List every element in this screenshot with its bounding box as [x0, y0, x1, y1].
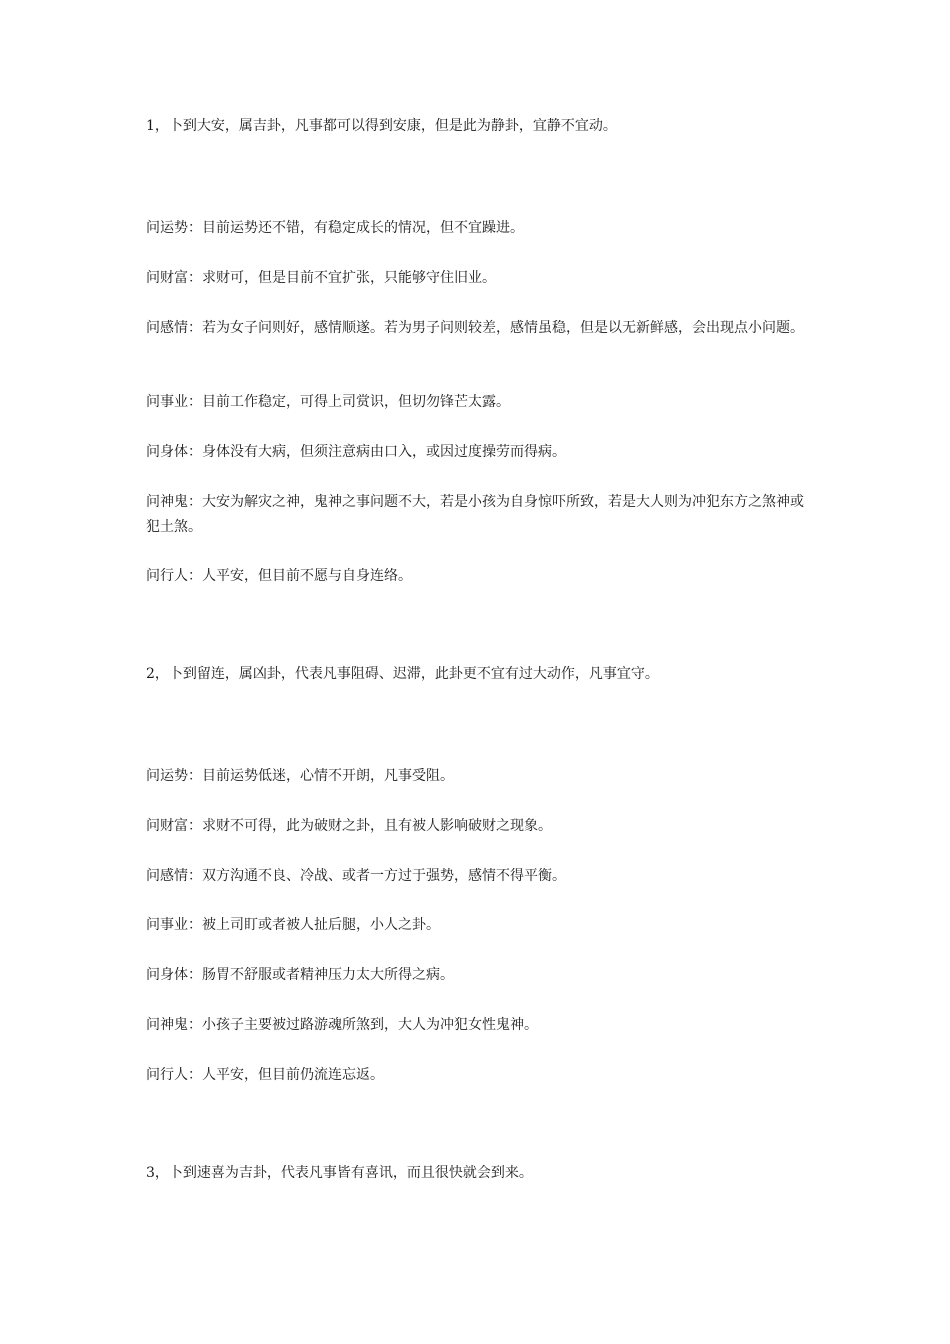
section-1-item-wealth: 问财富：求财可，但是目前不宜扩张，只能够守住旧业。 [146, 270, 496, 286]
section-2-item-traveler: 问行人：人平安，但目前仍流连忘返。 [146, 1067, 384, 1083]
section-1-item-traveler: 问行人：人平安，但目前不愿与自身连络。 [146, 568, 412, 584]
section-2-item-spirits: 问神鬼：小孩子主要被过路游魂所煞到，大人为冲犯女性鬼神。 [146, 1017, 538, 1033]
section-2-item-fortune: 问运势：目前运势低迷，心情不开朗，凡事受阻。 [146, 768, 454, 784]
section-2-item-wealth: 问财富：求财不可得，此为破财之卦，且有被人影响破财之现象。 [146, 818, 552, 834]
section-2-item-health: 问身体：肠胃不舒服或者精神压力太大所得之病。 [146, 967, 454, 983]
section-2-item-love: 问感情：双方沟通不良、冷战、或者一方过于强势，感情不得平衡。 [146, 868, 566, 884]
section-1-item-health: 问身体：身体没有大病，但须注意病由口入，或因过度操劳而得病。 [146, 444, 566, 460]
section-1-item-love: 问感情：若为女子问则好，感情顺遂。若为男子问则较差，感情虽稳，但是以无新鲜感，会出现点小问题。 [146, 320, 804, 336]
section-1-heading: 1，卜到大安，属吉卦，凡事都可以得到安康，但是此为静卦，宜静不宜动。 [146, 118, 617, 134]
section-2-heading: 2，卜到留连，属凶卦，代表凡事阻碍、迟滞，此卦更不宜有过大动作，凡事宜守。 [146, 666, 659, 682]
section-2-item-career: 问事业：被上司盯或者被人扯后腿，小人之卦。 [146, 917, 440, 933]
section-1-item-career: 问事业：目前工作稳定，可得上司赏识，但切勿锋芒太露。 [146, 394, 510, 410]
section-1-item-spirits: 问神鬼：大安为解灾之神，鬼神之事问题不大，若是小孩为自身惊吓所致，若是大人则为冲犯东方之煞神或犯土煞。 [146, 494, 804, 535]
section-1-item-fortune: 问运势：目前运势还不错，有稳定成长的情况，但不宜躁进。 [146, 220, 524, 236]
section-3-heading: 3，卜到速喜为吉卦，代表凡事皆有喜讯，而且很快就会到来。 [146, 1165, 533, 1181]
